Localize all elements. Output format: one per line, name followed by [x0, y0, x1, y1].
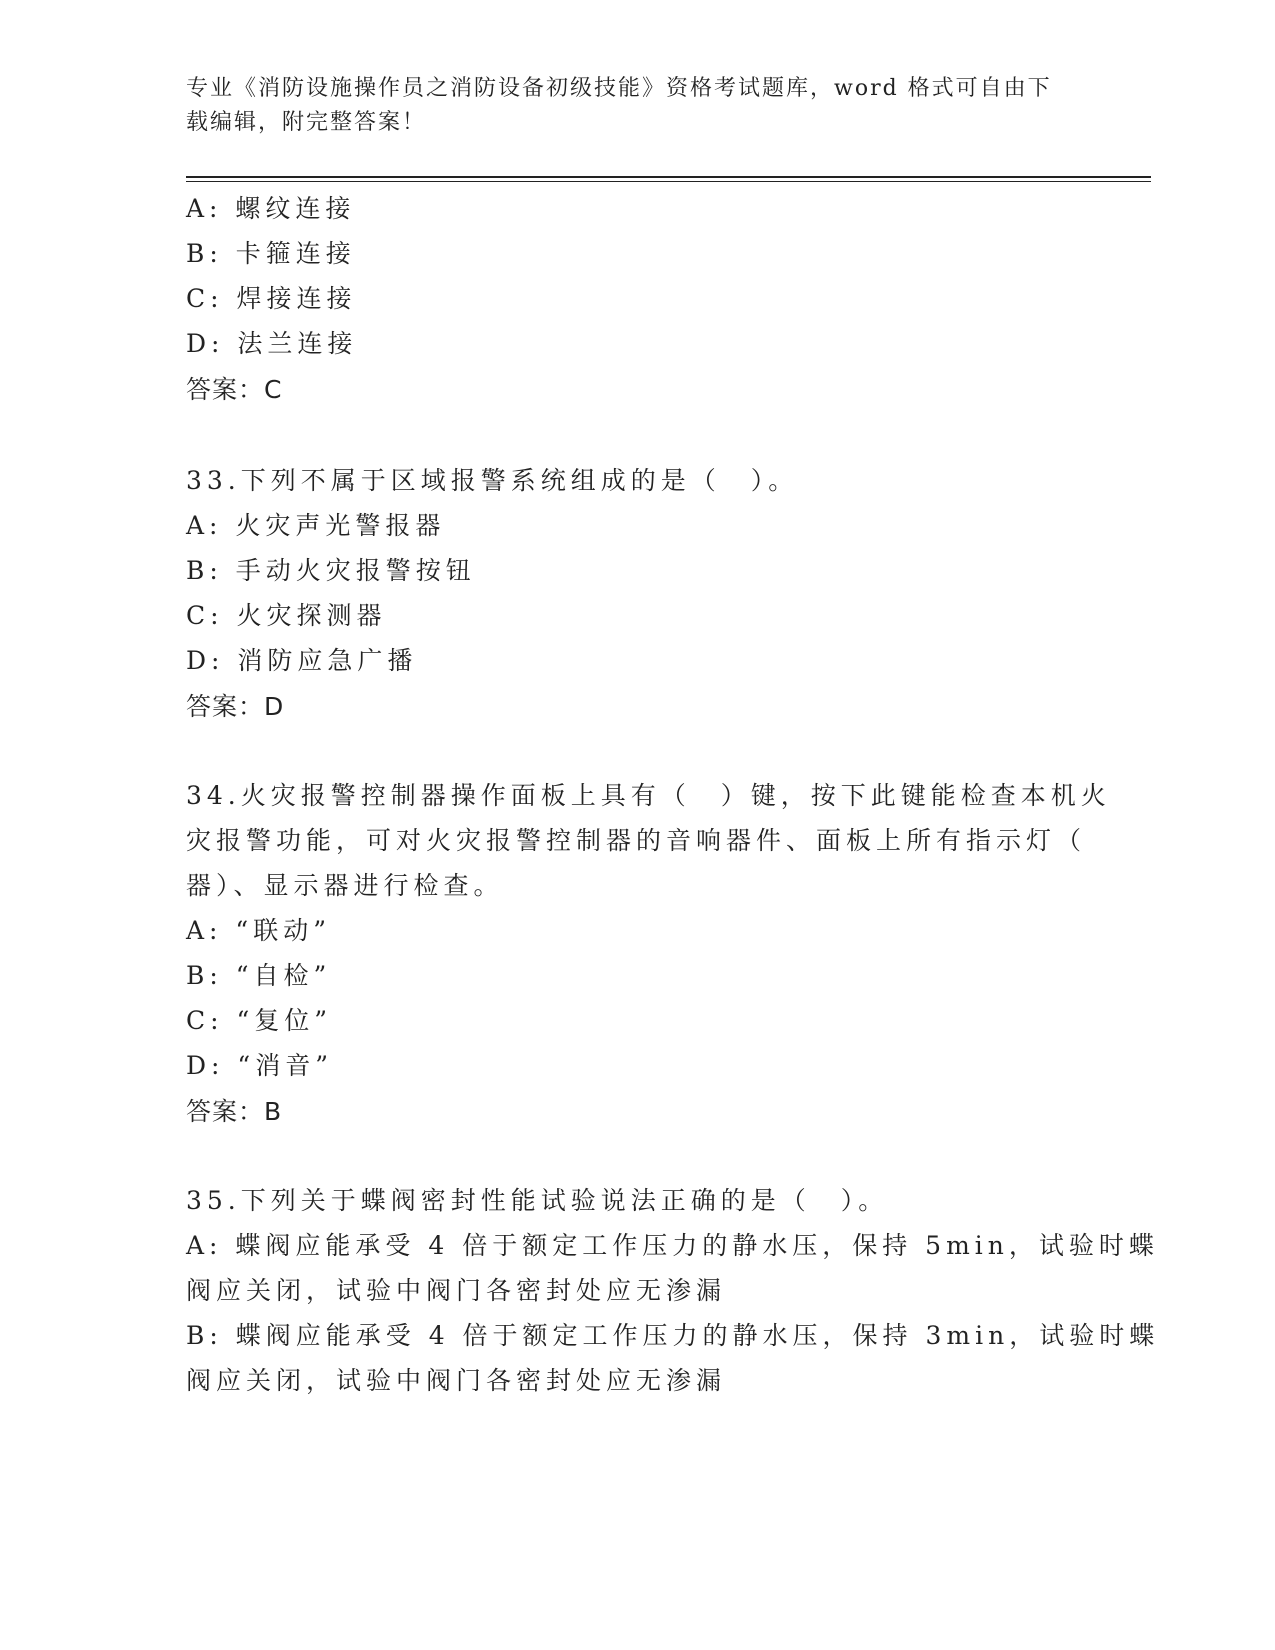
- q35-stem: 35.下列关于蝶阀密封性能试验说法正确的是（ ）。: [186, 1186, 889, 1215]
- header-line-1: 专业《消防设施操作员之消防设备初级技能》资格考试题库，word 格式可自由下: [186, 76, 1052, 101]
- q34-stem-line-2: 灾报警功能，可对火灾报警控制器的音响器件、面板上所有指示灯（: [186, 826, 1087, 855]
- q33-option-d: D: 消防应急广播: [186, 646, 418, 675]
- q35-option-a-line-1: A: 蝶阀应能承受 4 倍于额定工作压力的静水压，保持 5min，试验时蝶: [186, 1231, 1159, 1260]
- document-header: [186, 72, 1066, 140]
- header-line-2: 载编辑，附完整答案！: [186, 110, 427, 135]
- q33-option-b: B: 手动火灾报警按钮: [186, 556, 476, 585]
- q32-option-a: A: 螺纹连接: [186, 194, 356, 223]
- header-divider-thin: [186, 181, 1151, 182]
- q34-option-c: C: “复位”: [186, 1006, 333, 1035]
- q34-stem-line-3: 器）、显示器进行检查。: [186, 871, 504, 900]
- q35-option-b-line-2: 阀应关闭，试验中阀门各密封处应无渗漏: [186, 1366, 727, 1395]
- q32-option-c: C: 焊接连接: [186, 284, 357, 313]
- q34-answer: 答案：B: [186, 1097, 283, 1126]
- q33-answer: 答案：D: [186, 692, 285, 721]
- q32-answer: 答案：C: [186, 375, 283, 404]
- q35-option-a-line-2: 阀应关闭，试验中阀门各密封处应无渗漏: [186, 1276, 727, 1305]
- q32-option-d: D: 法兰连接: [186, 329, 358, 358]
- q34-option-a: A: “联动”: [186, 916, 331, 945]
- q34-option-d: D: “消音”: [186, 1051, 333, 1080]
- q35-option-b-line-1: B: 蝶阀应能承受 4 倍于额定工作压力的静水压，保持 3min，试验时蝶: [186, 1321, 1160, 1350]
- q33-option-a: A: 火灾声光警报器: [186, 511, 446, 540]
- q34-option-b: B: “自检”: [186, 961, 332, 990]
- q33-stem: 33.下列不属于区域报警系统组成的是（ ）。: [186, 466, 799, 495]
- header-divider-thick: [186, 176, 1151, 178]
- q32-option-b: B: 卡箍连接: [186, 239, 356, 268]
- q34-stem-line-1: 34.火灾报警控制器操作面板上具有（ ）键，按下此键能检查本机火: [186, 781, 1111, 810]
- q33-option-c: C: 火灾探测器: [186, 601, 387, 630]
